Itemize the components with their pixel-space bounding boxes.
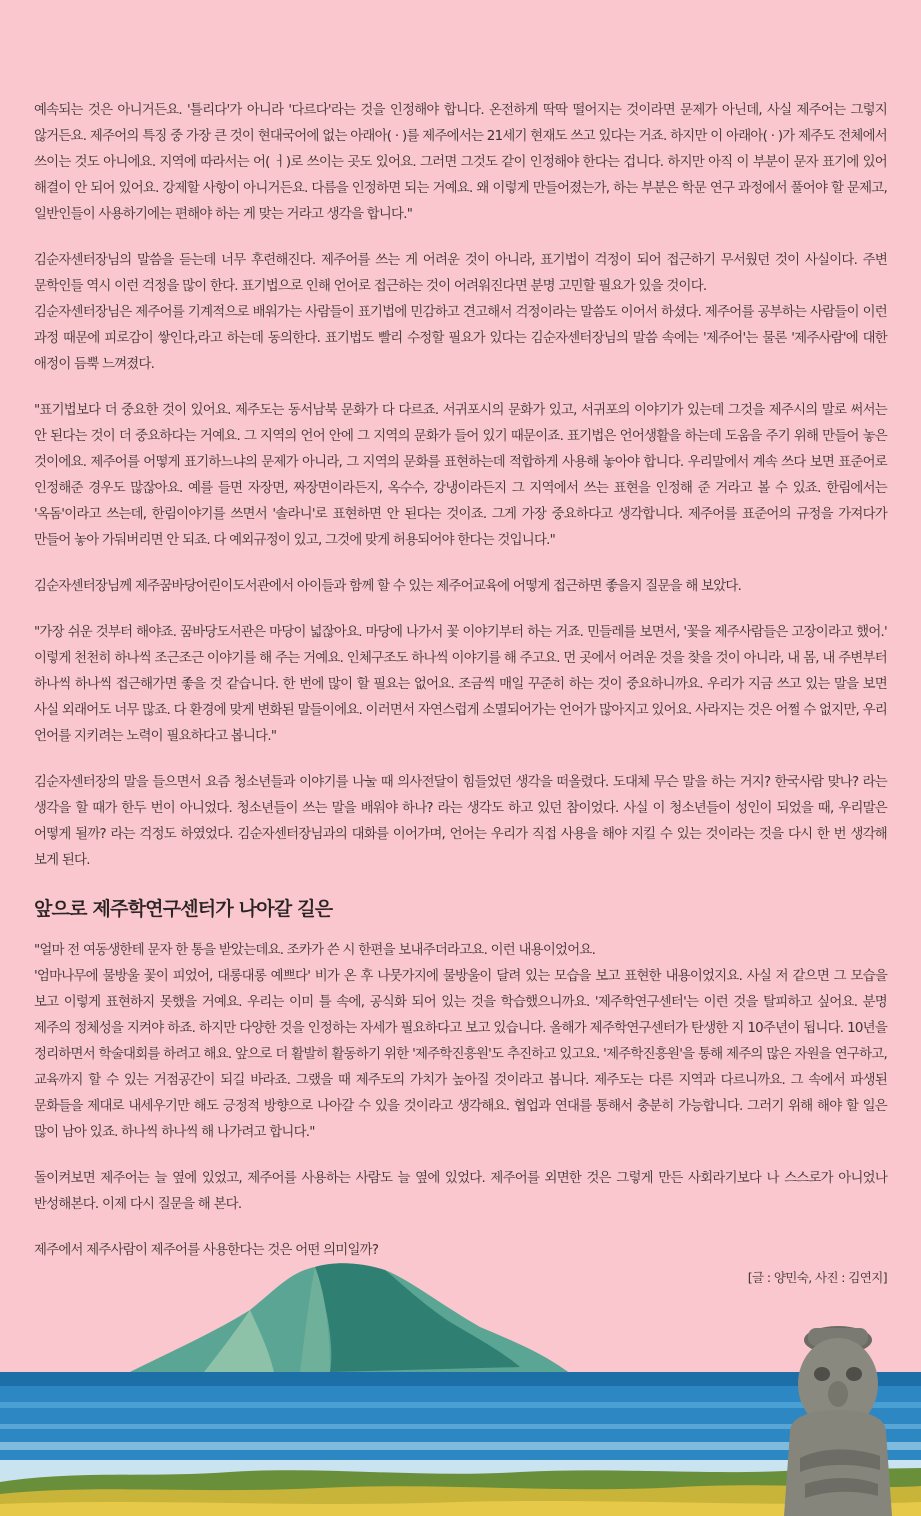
section-heading: 앞으로 제주학연구센터가 나아갈 길은	[34, 898, 333, 920]
paragraph-7: "얼마 전 여동생한테 문자 한 통을 받았는데요. 조카가 쓴 시 한편을 보내주더라고요. 이런 내용이었어요. '엄마나무에 물방울 꽃이 피었어, 대롱대롱 예쁘다' 비가 온 후 나뭇가지에 물방울이 달려 있는 모습을 보고 표현한 내용이었지요. 사실 저 같으면 그 모습을 보고 이렇게 표현하지 못했을 거예요. 우리는 이미 틀 속에, 공식화 되어 있는 것을 학습했으니까요. '제주학연구센터'는 이런 것을 탈피하고 싶어요. 분명 제주의 정체성을 지켜야 하죠. 하지만 다양한 것을 인정하는 자세가 필요하다고 보고 있습니다. 올해가 제주학연구센터가 탄생한 지 10주년이 됩니다. 10년을 정리하면서 학술대회를 하려고 해요. 앞으로 더 활발히 활동하기 위한 '제주학진흥원'도 추진하고 있고요. '제주학진흥원'을 통해 제주의 많은 자원을 연구하고, 교육까지 할 수 있는 거점공간이 되길 바라죠. 그랬을 때 제주도의 가치가 높아질 것이라고 봅니다. 제주도는 다른 지역과 다르니까요. 그 속에서 파생된 문화들을 제대로 내세우기만 해도 긍정적 방향으로 나아갈 수 있을 것이라고 생각해요. 협업과 연대를 통해서 충분히 가능합니다. 그러기 위해 해야 할 일은 많이 남아 있죠. 하나씩 하나씩 해 나가려고 합니다."	[34, 943, 887, 1140]
article-body	[34, 98, 887, 1288]
paragraph-1: 예속되는 것은 아니거든요. '틀리다'가 아니라 '다르다'라는 것을 인정해야 합니다. 온전하게 딱딱 떨어지는 것이라면 문제가 아닌데, 사실 제주어는 그렇지 않거든요. 제주어의 특징 중 가장 큰 것이 현대국어에 없는 아래아( · )를 제주에서는 21세기 현재도 쓰고 있다는 거죠. 하지만 이 아래아( · )가 제주도 전체에서 쓰이는 것도 아니에요. 지역에 따라서는 어( ㅓ)로 쓰이는 곳도 있어요. 그러면 그것도 같이 인정해야 한다는 겁니다. 하지만 아직 이 부분이 문자 표기에 있어 해결이 안 되어 있어요. 강제할 사항이 아니거든요. 다름을 인정하면 되는 거예요. 왜 이렇게 만들어졌는가, 하는 부분은 학문 연구 과정에서 풀어야 할 문제고, 일반인들이 사용하기에는 편해야 하는 게 맞는 거라고 생각을 합니다."	[34, 103, 887, 222]
paragraph-6: 김순자센터장의 말을 들으면서 요즘 청소년들과 이야기를 나눌 때 의사전달이 힘들었던 생각을 떠올렸다. 도대체 무슨 말을 하는 거지? 한국사람 맞나? 라는 생각을 할 때가 한두 번이 아니었다. 청소년들이 쓰는 말을 배워야 하나? 라는 생각도 하고 있던 참이었다. 사실 이 청소년들이 성인이 되었을 때, 우리말은 어떻게 될까? 라는 걱정도 하였었다. 김순자센터장님과의 대화를 이어가며, 언어는 우리가 직접 사용을 해야 지킬 수 있는 것이라는 것을 다시 한 번 생각해 보게 된다.	[34, 775, 887, 868]
paragraph-8: 돌이켜보면 제주어는 늘 옆에 있었고, 제주어를 사용하는 사람도 늘 옆에 있었다. 제주어를 외면한 것은 그렇게 만든 사회라기보다 나 스스로가 아니었나 반성해본다. 이제 다시 질문을 해 본다.	[34, 1171, 887, 1212]
jeju-landscape-illustration	[0, 1232, 921, 1516]
paragraph-4: 김순자센터장님께 제주꿈바당어린이도서관에서 아이들과 함께 할 수 있는 제주어교육에 어떻게 접근하면 좋을지 질문을 해 보았다.	[34, 579, 742, 594]
paragraph-9: 제주에서 제주사람이 제주어를 사용한다는 것은 어떤 의미일까?	[34, 1243, 379, 1258]
sea-icon	[0, 1372, 921, 1516]
paragraph-2: 김순자센터장님의 말씀을 듣는데 너무 후련해진다. 제주어를 쓰는 게 어려운 것이 아니라, 표기법이 걱정이 되어 접근하기 무서웠던 것이 사실이다. 주변 문학인들 역시 이런 걱정을 많이 한다. 표기법으로 인해 언어로 접근하는 것이 어려워진다면 분명 고민할 필요가 있을 것이다. 김순자센터장님은 제주어를 기계적으로 배워가는 사람들이 표기법에 민감하고 견고해서 걱정이라는 말씀도 이어서 하셨다. 제주어를 공부하는 사람들이 이런 과정 때문에 피로감이 쌓인다,라고 하는데 동의한다. 표기법도 빨리 수정할 필요가 있다는 김순자센터장님의 말씀 속에는 '제주어'는 물론 '제주사람'에 대한 애정이 듬뿍 느껴졌다.	[34, 253, 887, 372]
mountain-icon	[100, 1263, 600, 1382]
photo-credit: [글 : 양민숙, 사진 : 김연지]	[747, 1270, 887, 1285]
paragraph-3: "표기법보다 더 중요한 것이 있어요. 제주도는 동서남북 문화가 다 다르죠. 서귀포시의 문화가 있고, 서귀포의 이야기가 있는데 그것을 제주시의 말로 써서는 안 된다는 것이 더 중요하다는 거예요. 그 지역의 언어 안에 그 지역의 문화가 들어 있기 때문이죠. 표기법은 언어생활을 하는데 도움을 주기 위해 만들어 놓은 것이에요. 제주어를 어떻게 표기하느냐의 문제가 아니라, 그 지역의 문화를 표현하는데 적합하게 사용해 놓아야 합니다. 우리말에서 계속 쓰다 보면 표준어로 인정해준 경우도 많잖아요. 예를 들면 자장면, 짜장면이라든지, 옥수수, 강냉이라든지 그 지역에서 쓰는 표현을 인정해 준 거라고 볼 수 있죠. 한림에서는 '옥돔'이라고 쓰는데, 한림이야기를 쓰면서 '솔라니'로 표현하면 안 된다는 것이죠. 그게 가장 중요하다고 생각합니다. 제주어를 표준어의 규정을 가져다가 만들어 놓아 가둬버리면 안 되죠. 다 예외규정이 있고, 그것에 맞게 허용되어야 한다는 것입니다."	[34, 403, 887, 548]
dolharubang-icon	[784, 1326, 892, 1516]
paragraph-5: "가장 쉬운 것부터 해야죠. 꿈바당도서관은 마당이 넓잖아요. 마당에 나가서 꽃 이야기부터 하는 거죠. 민들레를 보면서, '꽃을 제주사람들은 고장이라고 했어.' 이렇게 천천히 하나씩 조근조근 이야기를 해 주는 거예요. 인체구조도 하나씩 이야기를 해 주고요. 먼 곳에서 어려운 것을 찾을 것이 아니라, 내 몸, 내 주변부터 하나씩 하나씩 접근해가면 좋을 것 같습니다. 한 번에 많이 할 필요는 없어요. 조금씩 매일 꾸준히 하는 것이 중요하니까요. 우리가 지금 쓰고 있는 말을 보면 사실 외래어도 너무 많죠. 다 환경에 맞게 변화된 말들이에요. 이러면서 자연스럽게 소멸되어가는 언어가 많아지고 있어요. 사라지는 것은 어쩔 수 없지만, 우리 언어를 지키려는 노력이 필요하다고 봅니다."	[34, 625, 887, 744]
